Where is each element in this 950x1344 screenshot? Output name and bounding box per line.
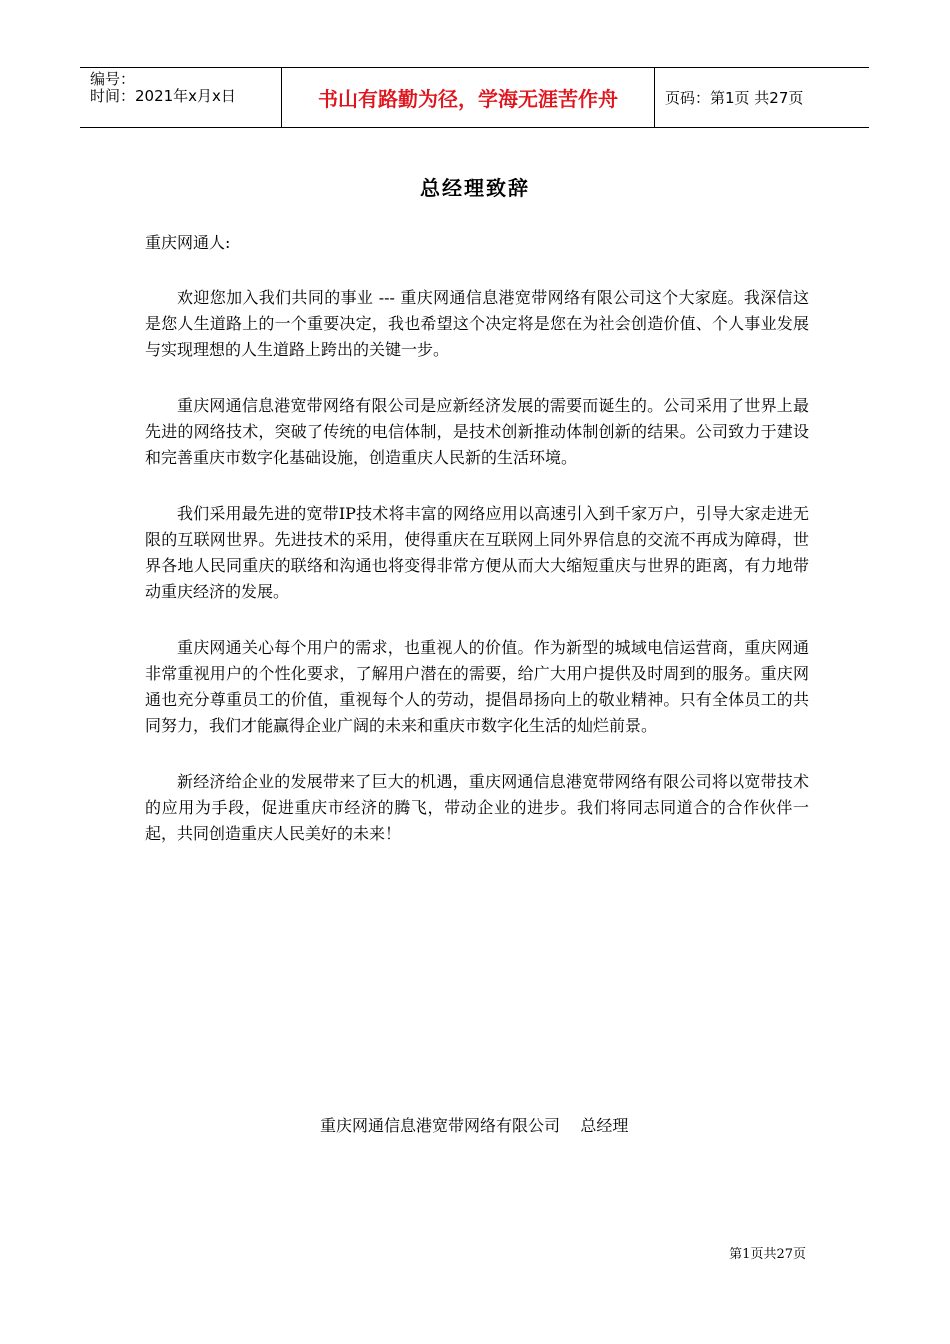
document-header xyxy=(80,67,869,128)
paragraph: 欢迎您加入我们共同的事业 --- 重庆网通信息港宽带网络有限公司这个大家庭。我深信这是您人生道路上的一个重要决定，我也希望这个决定将是您在为社会创造价值、个人事业发展与实现理想的人生道路上跨出的关键一步。 xyxy=(145,288,809,359)
header-motto: 书山有路勤为径，学海无涯苦作舟 xyxy=(282,68,655,127)
paragraph: 我们采用最先进的宽带IP技术将丰富的网络应用以高速引入到千家万户，引导大家走进无限的互联网世界。先进技术的采用，使得重庆在互联网上同外界信息的交流不再成为障碍，世界各地人民同重庆的联络和沟通也将变得非常方便从而大大缩短重庆与世界的距离，有力地带动重庆经济的发展。 xyxy=(145,504,809,601)
header-page-label: 页码：第1页 共27页 xyxy=(665,89,804,107)
paragraph: 重庆网通信息港宽带网络有限公司是应新经济发展的需要而诞生的。公司采用了世界上最先进的网络技术，突破了传统的电信体制，是技术创新推动体制创新的结果。公司致力于建设和完善重庆市数字化基础设施，创造重庆人民新的生活环境。 xyxy=(145,396,809,467)
document-time-label: 时间：2021年x月x日 xyxy=(90,87,236,105)
header-meta xyxy=(80,68,282,127)
page-footer: 第1页共27页 xyxy=(729,1247,806,1262)
signature: 重庆网通信息港宽带网络有限公司 总经理 xyxy=(320,1116,629,1135)
document-number-label: 编号： xyxy=(90,70,136,88)
paragraph: 重庆网通关心每个用户的需求，也重视人的价值。作为新型的城域电信运营商，重庆网通非常重视用户的个性化要求，了解用户潜在的需要，给广大用户提供及时周到的服务。重庆网通也充分尊重员工的价值，重视每个人的劳动，提倡昂扬向上的敬业精神。只有全体员工的共同努力，我们才能赢得企业广阔的未来和重庆市数字化生活的灿烂前景。 xyxy=(145,638,809,735)
salutation: 重庆网通人: xyxy=(145,233,231,252)
letter-body xyxy=(145,285,809,877)
paragraph: 新经济给企业的发展带来了巨大的机遇，重庆网通信息港宽带网络有限公司将以宽带技术的应用为手段，促进重庆市经济的腾飞，带动企业的进步。我们将同志同道合的合作伙伴一起，共同创造重庆人民美好的未来！ xyxy=(145,772,809,843)
page-title: 总经理致辞 xyxy=(420,176,530,200)
